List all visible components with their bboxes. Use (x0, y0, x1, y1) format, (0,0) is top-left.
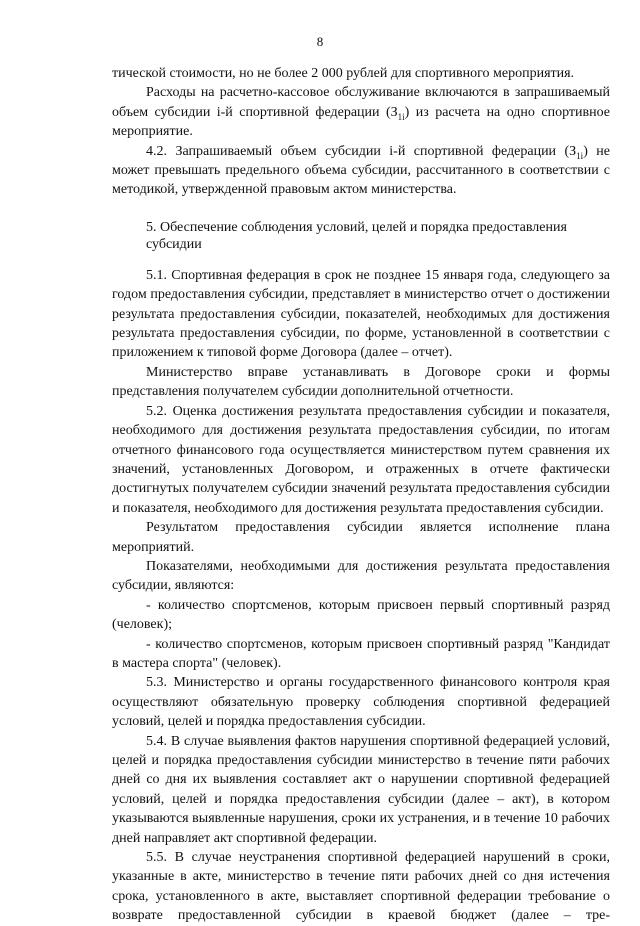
subscript: 1i (397, 111, 405, 122)
paragraph-additional-reporting: Министерство вправе устанавливать в Договоре сроки и формы представления получателем субсидии дополнительной отчетности. (112, 364, 610, 400)
paragraph-indicators-intro: Показателями, необходимыми для достижения результата предоставления субсидии, являются: (112, 558, 610, 594)
section-title: 5. Обеспечение соблюдения условий, целей и порядка предоставления субсидии (146, 219, 567, 252)
subscript: 1i (576, 150, 584, 161)
paragraph-cash-service (112, 83, 610, 141)
paragraph-5-2: 5.2. Оценка достижения результата предоставления субсидии и показателя, необходимого для достижения результата предоставления субсидии, по итогам отчетного финансового года осуществляется министерством путем сравнения их значений, установленных Договором, и отраженных в отчете фактически достигнутых получателем субсидии значений результата предоставления субсидии и показателя, необходимого для достижения результата предоставления субсидии. (112, 403, 610, 516)
list-item-first-rank: - количество спортсменов, которым присвоен первый спортивный разряд (человек); (112, 597, 610, 633)
paragraph-text-after: ) из расчета на одно спортивное мероприятие. (112, 104, 610, 140)
paragraph-text-after: ) не может превышать предельного объема субсидии, рассчитанного в соответствии с методикой, утвержденной правовым актом министерства. (112, 143, 610, 198)
paragraph-5-5: 5.5. В случае неустранения спортивной федерацией нарушений в сроки, указанные в акте, министерство в течение пяти рабочих дней со дня истечения срока, установленного в акте, выставляет спортивной федерации требование о возврате предоставленной субсидии в краевой бюджет (далее – тре- (112, 850, 610, 924)
paragraph-text: 4.2. Запрашиваемый объем субсидии i-й спортивной федерации (З (146, 143, 577, 159)
paragraph-5-3: 5.3. Министерство и органы государственного финансового контроля края осуществляют обязательную проверку соблюдения спортивной федерацией условий, целей и порядка предоставления субсидии. (112, 675, 610, 730)
paragraph-4-2 (112, 142, 610, 200)
paragraph-continuation: тической стоимости, но не более 2 000 рублей для спортивного мероприятия. (112, 66, 575, 81)
page-number: 8 (316, 34, 324, 49)
paragraph-5-4: 5.4. В случае выявления фактов нарушения спортивной федерацией условий, целей и порядка предоставления субсидии министерство в течение пяти рабочих дней со дня их выявления составляет акт о нарушении спортивной федерацией условий, целей и порядка предоставления субсидии (далее – акт), в котором указываются выявленные нарушения, сроки их устранения, и в течение 10 рабочих дней направляет акт спортивной федерации. (112, 733, 610, 846)
paragraph-text: Расходы на расчетно-кассовое обслуживание включаются в запрашиваемый объем субсидии i-й спортивной федерации (З (112, 85, 610, 120)
document-body (112, 64, 610, 926)
list-item-candidate-master: - количество спортсменов, которым присвоен спортивный разряд "Кандидат в мастера спорта" (человек). (112, 636, 610, 671)
paragraph-5-1: 5.1. Спортивная федерация в срок не позднее 15 января года, следующего за годом предоставления субсидии, представляет в министерство отчет о достижении результата предоставления субсидии, показателей, необходимых для достижения результата предоставления субсидии, по форме, установленной в соответствии с приложением к типовой форме Договора (далее – отчет). (112, 267, 610, 361)
paragraph-result: Результатом предоставления субсидии является исполнение плана мероприятий. (112, 520, 610, 555)
